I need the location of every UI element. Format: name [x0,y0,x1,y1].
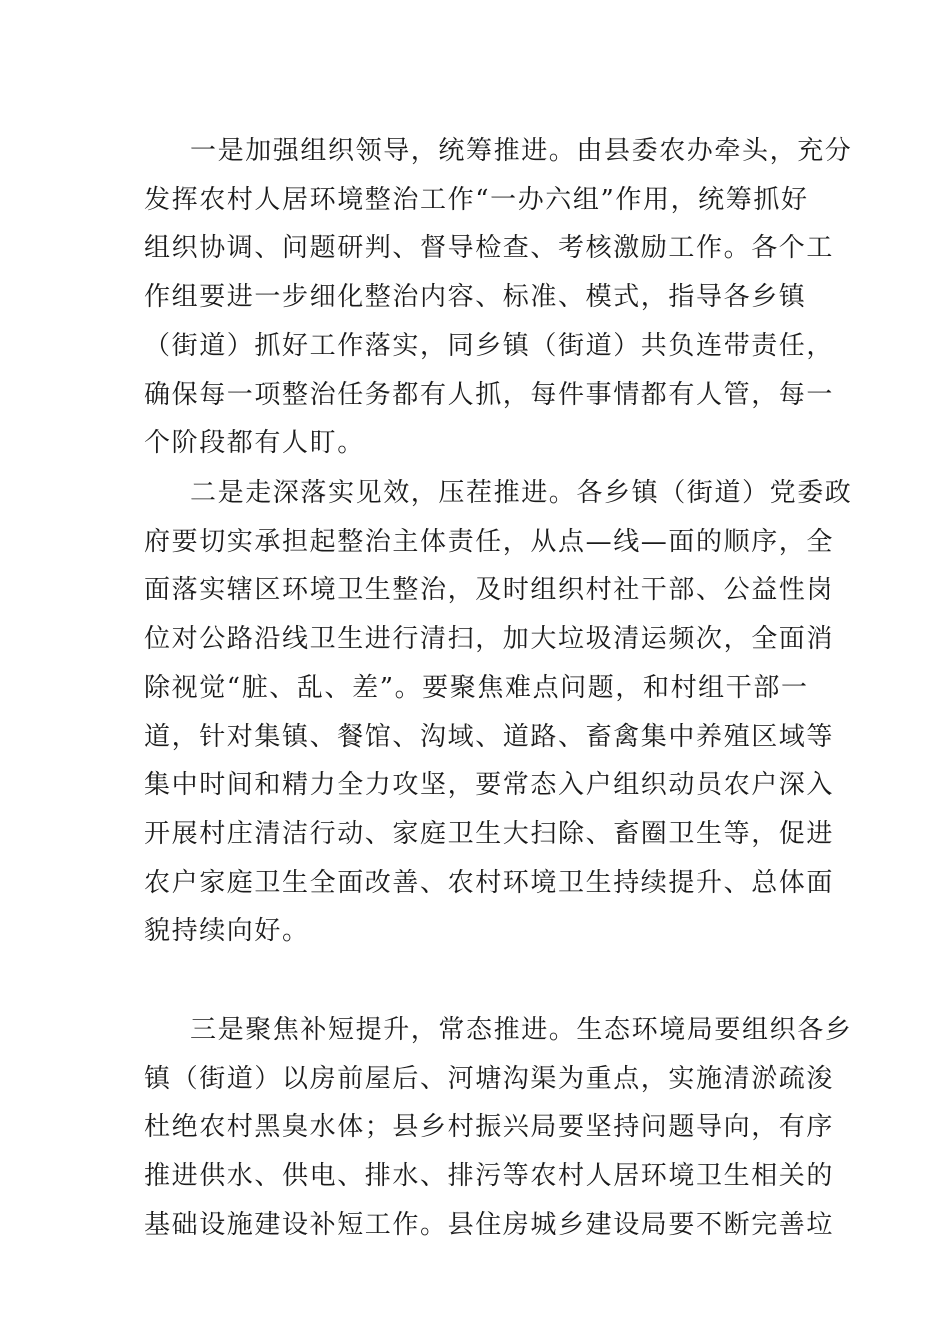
text-line: 三是聚焦补短提升，常态推进。生态环境局要组织各乡 [190,1015,853,1045]
text-line: 二是走深落实见效，压茬推进。各乡镇（街道）党委政 [190,478,853,508]
paragraph-implementation [144,469,852,956]
text-line: 发挥农村人居环境整治工作“一办六组”作用，统筹抓好 [144,184,809,215]
text-line: 基础设施建设补短工作。县住房城乡建设局要不断完善垃 [144,1209,835,1240]
text-line: （街道）抓好工作落实，同乡镇（街道）共负连带责任， [144,330,835,361]
text-line: 确保每一项整治任务都有人抓，每件事情都有人管，每一 [144,379,835,410]
paragraph-shortcomings [144,1006,852,1250]
text-line: 位对公路沿线卫生进行清扫，加大垃圾清运频次，全面消 [144,624,835,655]
text-line: 貌持续向好。 [144,916,310,947]
text-line: 除视觉“脏、乱、差”。要聚焦难点问题，和村组干部一 [144,672,809,703]
text-line: 推进供水、供电、排水、排污等农村人居环境卫生相关的 [144,1161,835,1192]
text-line: 面落实辖区环境卫生整治，及时组织村社干部、公益性岗 [144,575,835,606]
text-line: 个阶段都有人盯。 [144,428,365,459]
paragraph-organization-leadership [144,127,852,468]
text-line: 杜绝农村黑臭水体；县乡村振兴局要坚持问题导向，有序 [144,1112,835,1143]
text-line: 开展村庄清洁行动、家庭卫生大扫除、畜圈卫生等，促进 [144,818,835,849]
text-line: 组织协调、问题研判、督导检查、考核激励工作。各个工 [144,233,835,264]
text-line: 府要切实承担起整治主体责任，从点—线—面的顺序，全 [144,526,835,557]
text-line: 镇（街道）以房前屋后、河塘沟渠为重点，实施清淤疏浚 [144,1063,835,1094]
text-line: 道，针对集镇、餐馆、沟域、道路、畜禽集中养殖区域等 [144,721,835,752]
text-line: 集中时间和精力全力攻坚，要常态入户组织动员农户深入 [144,770,835,801]
text-line: 作组要进一步细化整治内容、标准、模式，指导各乡镇 [144,282,807,313]
text-line: 一是加强组织领导，统筹推进。由县委农办牵头，充分 [190,136,853,166]
text-line: 农户家庭卫生全面改善、农村环境卫生持续提升、总体面 [144,867,835,898]
